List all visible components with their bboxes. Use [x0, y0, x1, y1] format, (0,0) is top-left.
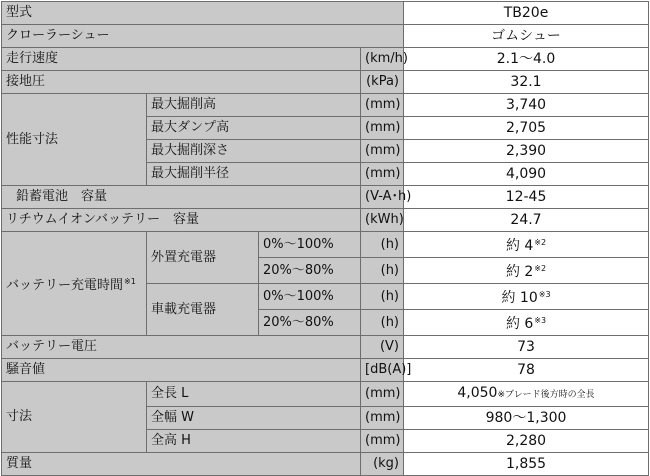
pressure-label: 接地圧	[2, 71, 361, 94]
charge-value-note: ※3	[534, 316, 547, 325]
row-speed	[2, 48, 649, 71]
dimension-item-value: 980〜1,300	[404, 407, 649, 430]
row-charge-ext-1	[2, 232, 649, 258]
performance-label: 性能寸法	[2, 94, 147, 186]
charge-value-text: 約 4	[505, 238, 534, 254]
performance-item-unit: (mm)	[361, 94, 404, 117]
lead-battery-label: 鉛蓄電池 容量	[2, 186, 361, 209]
row-crawler	[2, 25, 649, 48]
charge-value-text: 約 10	[501, 290, 538, 306]
row-voltage	[2, 336, 649, 359]
performance-item-value: 2,705	[404, 117, 649, 140]
lead-battery-value: 12-45	[404, 186, 649, 209]
charge-value-note: ※2	[534, 264, 547, 273]
dimension-item-unit: (mm)	[361, 430, 404, 453]
performance-item-value: 4,090	[404, 163, 649, 186]
dimension-item-value	[404, 382, 649, 407]
voltage-unit: (V)	[361, 336, 404, 359]
performance-item-label: 最大掘削深さ	[147, 140, 361, 163]
speed-unit: (km/h)	[361, 48, 404, 71]
row-pressure	[2, 71, 649, 94]
crawler-value: ゴムシュー	[404, 25, 649, 48]
dimension-item-label: 全長 L	[147, 382, 361, 407]
dimensions-label: 寸法	[2, 382, 147, 453]
pressure-value: 32.1	[404, 71, 649, 94]
mass-unit: (kg)	[361, 453, 404, 476]
onboard-charger-label: 車載充電器	[147, 284, 259, 336]
voltage-value: 73	[404, 336, 649, 359]
charge-value	[404, 284, 649, 310]
charge-range: 20%〜80%	[259, 258, 361, 284]
charge-value	[404, 258, 649, 284]
charge-value-text: 約 6	[505, 316, 534, 332]
dimension-item-unit: (mm)	[361, 407, 404, 430]
row-model	[2, 2, 649, 25]
charge-range: 20%〜80%	[259, 310, 361, 336]
performance-item-value: 2,390	[404, 140, 649, 163]
lead-battery-unit: (V-A･h)	[361, 186, 404, 209]
performance-item-unit: (mm)	[361, 163, 404, 186]
pressure-unit: (kPa)	[361, 71, 404, 94]
charge-value-note: ※2	[534, 238, 547, 247]
performance-item-label: 最大掘削高	[147, 94, 361, 117]
model-label: 型式	[2, 2, 404, 25]
row-dimensions-1	[2, 382, 649, 407]
charge-unit: (h)	[361, 284, 404, 310]
charge-unit: (h)	[361, 232, 404, 258]
row-li-battery	[2, 209, 649, 232]
li-battery-label: リチウムイオンバッテリー 容量	[2, 209, 361, 232]
performance-item-unit: (mm)	[361, 117, 404, 140]
charge-unit: (h)	[361, 310, 404, 336]
spec-table	[1, 1, 649, 476]
external-charger-label: 外置充電器	[147, 232, 259, 284]
charge-label-note: ※1	[124, 276, 136, 286]
charge-label	[2, 232, 147, 336]
crawler-label: クローラーシュー	[2, 25, 404, 48]
dimension-item-label: 全高 H	[147, 430, 361, 453]
li-battery-unit: (kWh)	[361, 209, 404, 232]
dimension-item-unit: (mm)	[361, 382, 404, 407]
dimension-value-note: ※ブレード後方時の全長	[497, 390, 595, 400]
mass-value: 1,855	[404, 453, 649, 476]
row-lead-battery	[2, 186, 649, 209]
charge-unit: (h)	[361, 258, 404, 284]
row-mass	[2, 453, 649, 476]
charge-label-text: バッテリー充電時間	[6, 277, 124, 293]
speed-label: 走行速度	[2, 48, 361, 71]
noise-value: 78	[404, 359, 649, 382]
performance-item-value: 3,740	[404, 94, 649, 117]
charge-range: 0%〜100%	[259, 284, 361, 310]
model-value: TB20e	[404, 2, 649, 25]
charge-range: 0%〜100%	[259, 232, 361, 258]
voltage-label: バッテリー電圧	[2, 336, 361, 359]
charge-value-text: 約 2	[505, 264, 534, 280]
performance-item-unit: (mm)	[361, 140, 404, 163]
charge-value-note: ※3	[538, 290, 551, 299]
row-performance-1	[2, 94, 649, 117]
dimension-value-text: 4,050	[457, 385, 498, 401]
row-noise	[2, 359, 649, 382]
charge-value	[404, 310, 649, 336]
noise-unit: [dB(A)]	[361, 359, 404, 382]
performance-item-label: 最大ダンプ高	[147, 117, 361, 140]
li-battery-value: 24.7	[404, 209, 649, 232]
mass-label: 質量	[2, 453, 361, 476]
noise-label: 騒音値	[2, 359, 361, 382]
charge-value	[404, 232, 649, 258]
performance-item-label: 最大掘削半径	[147, 163, 361, 186]
dimension-item-label: 全幅 W	[147, 407, 361, 430]
dimension-item-value: 2,280	[404, 430, 649, 453]
speed-value: 2.1〜4.0	[404, 48, 649, 71]
